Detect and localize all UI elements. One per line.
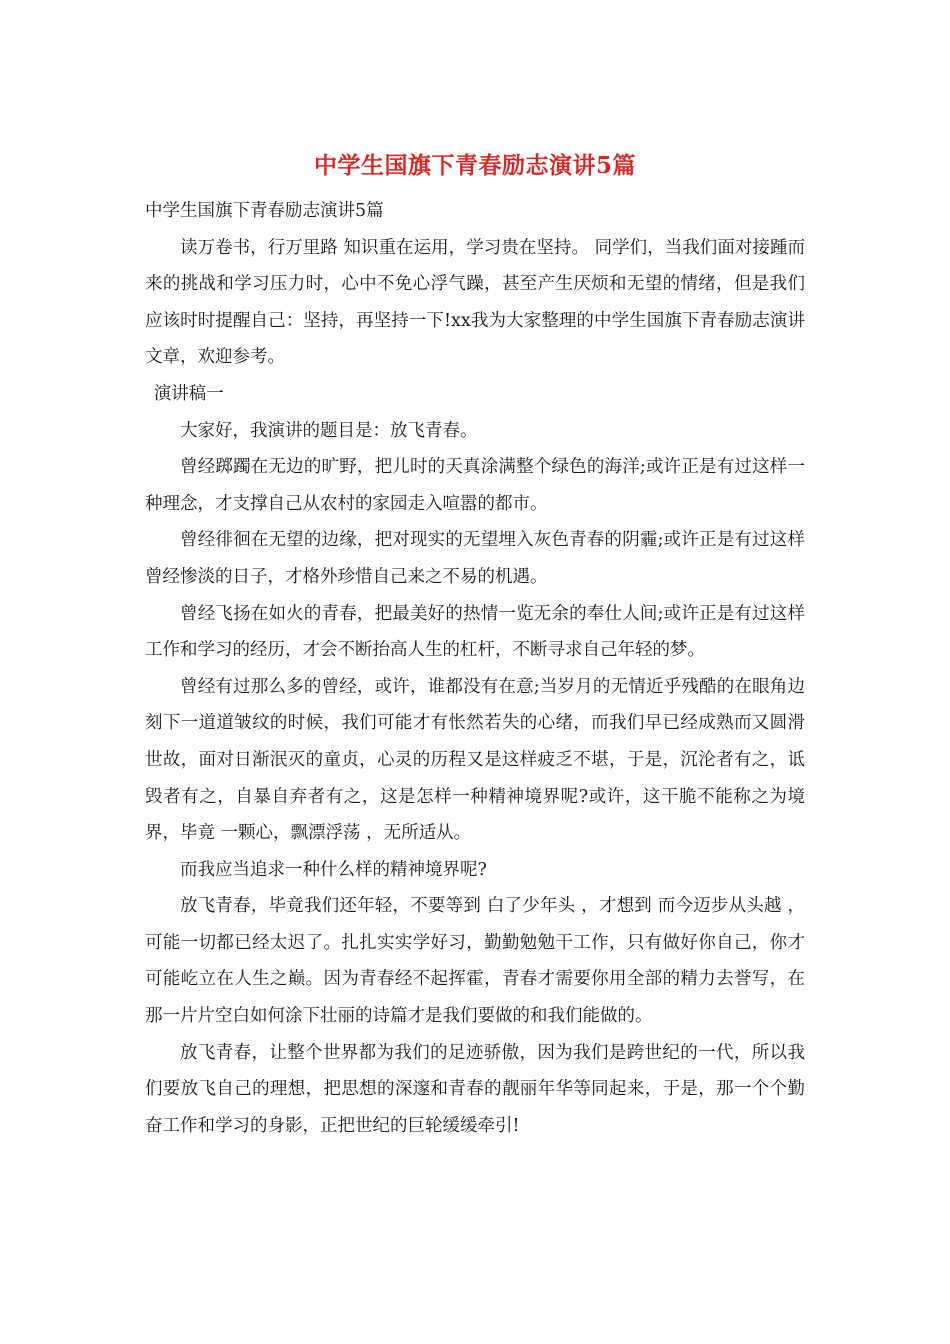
- body-paragraph: 曾经有过那么多的曾经，或许，谁都没有在意;当岁月的无情近乎残酷的在眼角边刻下一道道皱纹的时候，我们可能才有怅然若失的心绪，而我们早已经成熟而又圆滑世故，面对日渐泯灭的童贞，心灵的历程又是这样疲乏不堪，于是，沉沦者有之，诋毁者有之，自暴自弃者有之，这是怎样一种精神境界呢?或许，这干脆不能称之为境界，毕竟 一颗心，飘漂浮荡 ，无所适从。: [145, 676, 805, 844]
- body-paragraph: 而我应当追求一种什么样的精神境界呢?: [180, 859, 487, 880]
- section-heading: 演讲稿一: [153, 383, 224, 404]
- body-paragraph: 大家好，我演讲的题目是：放飞青春。: [180, 420, 478, 441]
- document-body: [145, 193, 805, 1144]
- body-paragraph: 曾经徘徊在无望的边缘，把对现实的无望埋入灰色青春的阴霾;或许正是有过这样曾经惨淡的日子，才格外珍惜自己来之不易的机遇。: [145, 530, 805, 587]
- document-subtitle: 中学生国旗下青春励志演讲5篇: [145, 201, 384, 221]
- body-paragraph: 放飞青春，让整个世界都为我们的足迹骄傲，因为我们是跨世纪的一代，所以我们要放飞自己的理想，把思想的深邃和青春的靓丽年华等同起来，于是，那一个个勤奋工作和学习的身影，正把世纪的巨轮缓缓牵引!: [145, 1042, 805, 1136]
- body-paragraph: 曾经飞扬在如火的青春，把最美好的热情一览无余的奉仕人间;或许正是有过这样工作和学习的经历，才会不断抬高人生的杠杆，不断寻求自己年轻的梦。: [145, 603, 805, 661]
- document-title: 中学生国旗下青春励志演讲5篇: [313, 152, 636, 179]
- intro-paragraph: 读万卷书，行万里路 知识重在运用，学习贵在坚持。 同学们，当我们面对接踵而来的挑战和学习压力时，心中不免心浮气躁，甚至产生厌烦和无望的情绪，但是我们应该时时提醒自己：坚持，再坚持一下!xx我为大家整理的中学生国旗下青春励志演讲文章，欢迎参考。: [145, 237, 805, 368]
- body-paragraph: 放飞青春，毕竟我们还年轻，不要等到 白了少年头 ，才想到 而今迈步从头越 ，可能一切都已经太迟了。扎扎实实学好习，勤勤勉勉干工作，只有做好你自己，你才可能屹立在人生之巅。因为青春经不起挥霍，青春才需要你用全部的精力去誉写，在那一片片空白如何涂下壮丽的诗篇才是我们要做的和我们能做的。: [145, 896, 805, 1027]
- body-paragraph: 曾经踯躅在无边的旷野，把儿时的天真涂满整个绿色的海洋;或许正是有过这样一种理念，才支撑自己从农村的家园走入喧嚣的都市。: [145, 457, 805, 514]
